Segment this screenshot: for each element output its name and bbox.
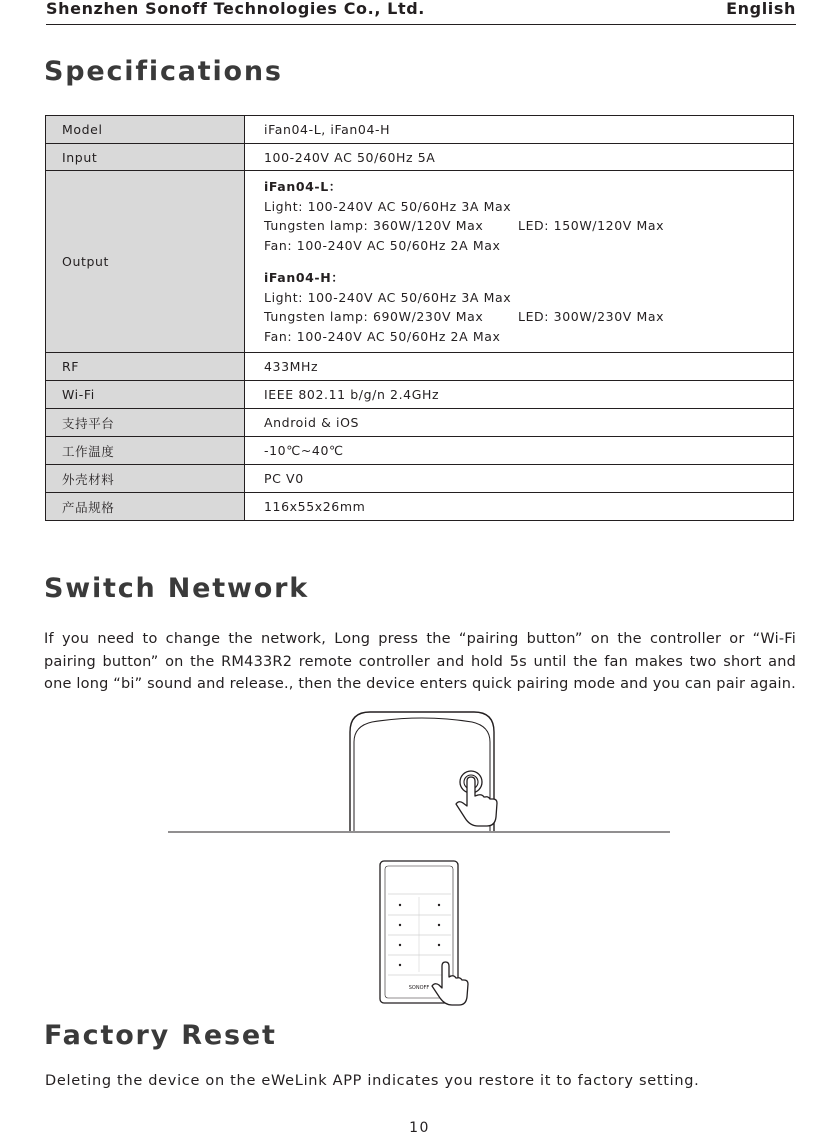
spec-label-wifi: Wi-Fi	[46, 381, 245, 409]
spec-value-temperature: -10℃~40℃	[245, 437, 794, 465]
spec-label-input: Input	[46, 144, 245, 171]
language-label: English	[726, 0, 796, 18]
factory-reset-text: Deleting the device on the eWeLink APP indicates you restore it to factory setting.	[45, 1073, 700, 1089]
output-led: LED: 300W/230V Max	[518, 309, 665, 324]
spec-label-temperature: 工作温度	[46, 437, 245, 465]
instruction-line: one long “bi” sound and release., then the device enters quick pairing mode and you can pair again.	[44, 676, 796, 692]
instruction-line: pairing button” on the RM433R2 remote controller and hold 5s until the fan makes two short and	[44, 653, 796, 670]
output-light: Light: 100-240V AC 50/60Hz 3A Max	[264, 289, 512, 305]
output-fan: Fan: 100-240V AC 50/60Hz 2A Max	[264, 237, 501, 253]
spec-label-rf: RF	[46, 353, 245, 381]
spec-label-platform: 支持平台	[46, 409, 245, 437]
page-number: 10	[409, 1120, 430, 1136]
output-fan: Fan: 100-240V AC 50/60Hz 2A Max	[264, 328, 501, 344]
spec-value-size: 116x55x26mm	[245, 493, 794, 521]
spec-label-material: 外壳材料	[46, 465, 245, 493]
factory-reset-heading: Factory Reset	[44, 1020, 277, 1051]
output-model-title: iFan04-L：	[264, 179, 342, 194]
spec-label-output: Output	[46, 171, 245, 353]
spec-value-input: 100-240V AC 50/60Hz 5A	[245, 144, 794, 171]
spec-label-model: Model	[46, 116, 245, 144]
spec-label-size: 产品规格	[46, 493, 245, 521]
switch-network-heading: Switch Network	[44, 573, 309, 604]
remote-brand-logo: SONOFF	[408, 985, 430, 991]
instruction-line: If you need to change the network, Long press the “pairing button” on the controller or “Wi-Fi	[44, 631, 796, 647]
spec-value-rf: 433MHz	[245, 353, 794, 381]
output-led: LED: 150W/120V Max	[518, 218, 665, 233]
output-model-title: iFan04-H：	[264, 270, 345, 285]
spec-value-wifi: IEEE 802.11 b/g/n 2.4GHz	[245, 381, 794, 409]
output-light: Light: 100-240V AC 50/60Hz 3A Max	[264, 198, 512, 214]
spec-value-material: PC V0	[245, 465, 794, 493]
spec-value-model: iFan04-L, iFan04-H	[245, 116, 794, 144]
spec-value-platform: Android & iOS	[245, 409, 794, 437]
output-tungsten: Tungsten lamp: 360W/120V Max	[264, 218, 484, 233]
specifications-heading: Specifications	[44, 56, 283, 87]
company-name: Shenzhen Sonoff Technologies Co., Ltd.	[46, 0, 425, 18]
output-tungsten: Tungsten lamp: 690W/230V Max	[264, 309, 484, 324]
